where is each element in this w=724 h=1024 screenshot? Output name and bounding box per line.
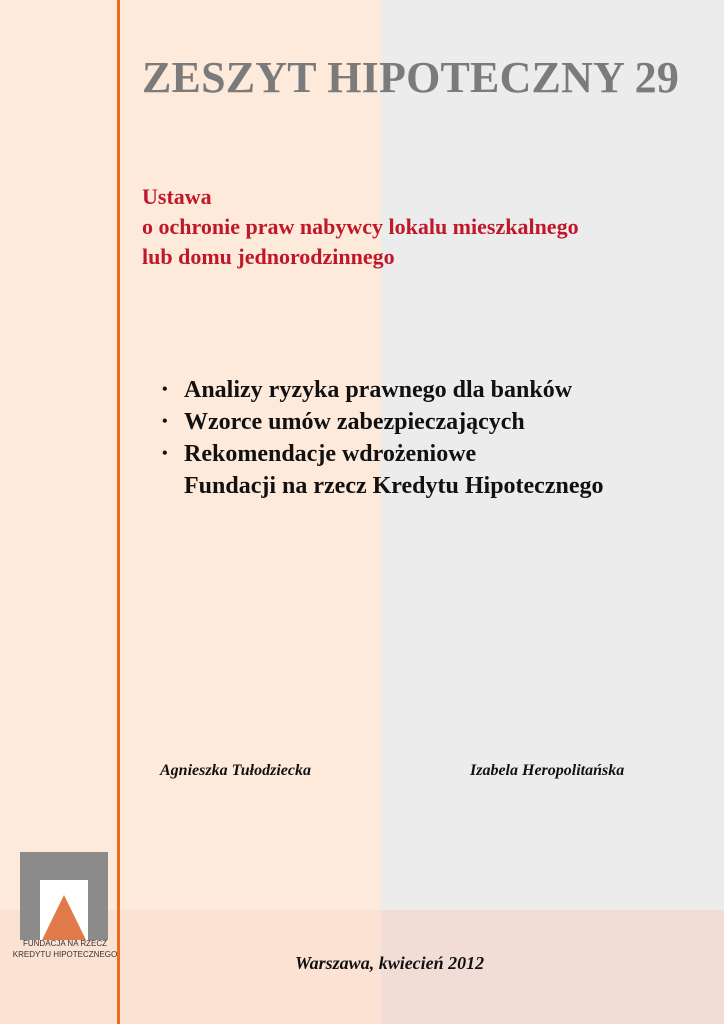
bullet-icon: •	[162, 413, 168, 430]
logo-caption-line: KREDYTU HIPOTECZNEGO	[12, 950, 118, 959]
place-and-date: Warszawa, kwiecień 2012	[295, 953, 485, 973]
bullet-text: Rekomendacje wdrożeniowe	[184, 441, 477, 467]
author-name: Izabela Heropolitańska	[470, 762, 625, 779]
bullet-text: Analizy ryzyka prawnego dla banków	[184, 377, 573, 403]
contents-bullet-list	[162, 374, 702, 502]
bullet-text-continuation: Fundacji na rzecz Kredytu Hipotecznego	[184, 473, 604, 499]
subtitle-line: o ochronie praw nabywcy lokalu mieszkalnego	[142, 214, 579, 239]
logo-caption-line: FUNDACJA NA RZECZ	[22, 939, 107, 948]
subtitle-line: Ustawa	[142, 184, 212, 209]
bullet-item	[162, 438, 702, 502]
bullet-text: Wzorce umów zabezpieczających	[184, 409, 525, 435]
document-subtitle	[142, 182, 702, 272]
author-name: Agnieszka Tułodziecka	[160, 762, 311, 779]
bullet-item	[162, 374, 702, 406]
bullet-icon: •	[162, 445, 168, 462]
bullet-item	[162, 406, 702, 438]
document-title: ZESZYT HIPOTECZNY 29	[142, 53, 680, 102]
logo-caption	[0, 938, 130, 960]
subtitle-line: lub domu jednorodzinnego	[142, 244, 395, 269]
bullet-icon: •	[162, 381, 168, 398]
